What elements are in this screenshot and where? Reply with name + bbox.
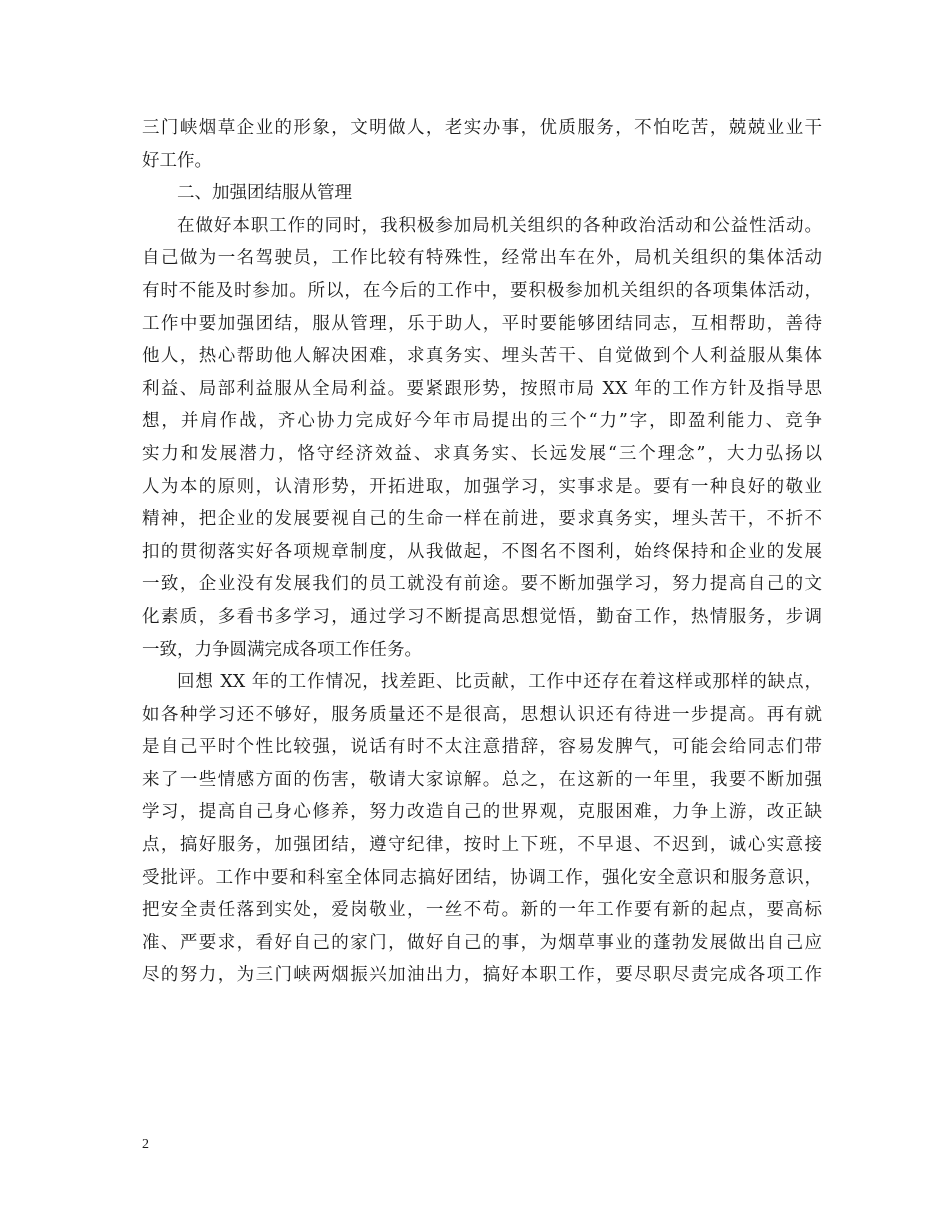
- text-line: 他人，热心帮助他人解决困难，求真务实、埋头苦干、自觉做到个人利益服从集体: [142, 346, 822, 367]
- text-line: 精神，把企业的发展要视自己的生命一样在前进，要求真务实，埋头苦干，不折不: [142, 509, 822, 530]
- text-line: 学习，提高自己身心修养，努力改造自己的世界观，克服困难，力争上游，改正缺: [142, 802, 822, 823]
- paragraph: [142, 112, 822, 177]
- text-line: 工作中要加强团结，服从管理，乐于助人，平时要能够团结同志，互相帮助，善待: [142, 313, 822, 334]
- text-line: 尽的努力，为三门峡两烟振兴加油出力，搞好本职工作，要尽职尽责完成各项工作: [142, 965, 822, 986]
- document-body: [142, 112, 822, 992]
- text-line: 二、加强团结服从管理: [177, 183, 352, 204]
- text-line: 三门峡烟草企业的形象，文明做人，老实办事，优质服务，不怕吃苦，兢兢业业干: [142, 118, 822, 138]
- text-line: 一致，企业没有发展我们的员工就没有前途。要不断加强学习，努力提高自己的文: [142, 574, 822, 595]
- paragraph: [142, 666, 822, 992]
- text-line: 有时不能及时参加。所以，在今后的工作中，要积极参加机关组织的各项集体活动，: [142, 280, 822, 301]
- text-line: 实力和发展潜力，恪守经济效益、求真务实、长远发展“三个理念”，大力弘扬以: [142, 443, 822, 464]
- text-line: 想，并肩作战，齐心协力完成好今年市局提出的三个“力”字，即盈利能力、竞争: [142, 411, 822, 432]
- text-line: 一致，力争圆满完成各项工作任务。: [142, 639, 422, 660]
- text-line: 化素质，多看书多学习，通过学习不断提高思想觉悟，勤奋工作，热情服务，步调: [142, 606, 822, 627]
- text-line: 如各种学习还不够好，服务质量还不是很高，思想认识还有待进一步提高。再有就: [142, 704, 822, 725]
- text-line: 利益、局部利益服从全局利益。要紧跟形势，按照市局 XX 年的工作方针及指导思: [142, 378, 822, 399]
- paragraph: [142, 210, 822, 666]
- section-heading: [142, 177, 822, 210]
- text-line: 受批评。工作中要和科室全体同志搞好团结，协调工作，强化安全意识和服务意识，: [142, 867, 822, 888]
- text-line: 来了一些情感方面的伤害，敬请大家谅解。总之，在这新的一年里，我要不断加强: [142, 769, 822, 790]
- text-line: 是自己平时个性比较强，说话有时不太注意措辞，容易发脾气，可能会给同志们带: [142, 737, 822, 758]
- text-line: 点，搞好服务，加强团结，遵守纪律，按时上下班，不早退、不迟到，诚心实意接: [142, 835, 822, 856]
- text-line: 人为本的原则，认清形势，开拓进取，加强学习，实事求是。要有一种良好的敬业: [142, 476, 822, 497]
- text-line: 回想 XX 年的工作情况，找差距、比贡献，工作中还存在着这样或那样的缺点，: [177, 672, 822, 693]
- text-line: 准、严要求，看好自己的家门，做好自己的事，为烟草事业的蓬勃发展做出自己应: [142, 932, 822, 953]
- text-line: 在做好本职工作的同时，我积极参加局机关组织的各种政治活动和公益性活动。: [177, 215, 822, 236]
- page-number: 2: [142, 1137, 149, 1152]
- text-line: 扣的贯彻落实好各项规章制度，从我做起，不图名不图利，始终保持和企业的发展: [142, 541, 822, 562]
- text-line: 自己做为一名驾驶员，工作比较有特殊性，经常出车在外，局机关组织的集体活动: [142, 248, 822, 269]
- text-line: 把安全责任落到实处，爱岗敬业，一丝不苟。新的一年工作要有新的起点，要高标: [142, 900, 822, 921]
- text-line: 好工作。: [142, 150, 212, 171]
